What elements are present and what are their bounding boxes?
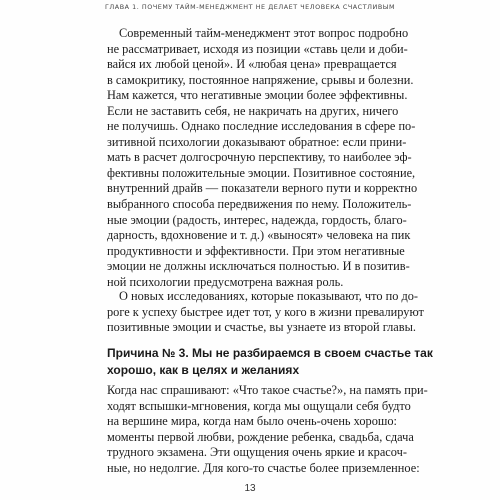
paragraph-line: ной психологии предусмотрена важная роль. [107,274,344,289]
paragraph-line: ные, но недолгие. Для кого-то счастье более приземленное: [107,460,420,475]
heading-line: Причина № 3. Мы не разбираемся в своем счастье так [107,346,433,360]
paragraph-line: ные эмоции (радость, интерес, надежда, гордость, благо- [107,212,407,227]
paragraph-line: моменты первой любви, рождение ребенка, свадьба, сдача [107,429,414,444]
paragraph-line: роге к успеху быстрее идет тот, у кого в жизни превалируют [107,304,424,319]
heading-line: хорошо, как в целях и желаниях [107,362,300,377]
paragraph-line: зитивной психологии доказывают обратное: если прини- [107,134,407,149]
paragraph-3 [107,383,428,476]
paragraph-line: дарность, вдохновение и т. д.) «выносят» человека на пик [107,228,411,243]
paragraph-line: вайся их любой ценой». И «любая цена» превращается [107,57,397,72]
paragraph-line: эмоции не должны исключаться полностью. И в позитив- [107,259,410,274]
paragraph-line: продуктивности и эффективности. При этом негативные [107,243,405,258]
paragraph-line: внутренний драйв — показатели верного пути и корректно [107,181,418,196]
paragraph-line: позитивные эмоции и счастье, вы узнаете из второй главы. [107,320,416,335]
paragraph-line: на вершине мира, когда нам было очень-очень хорошо: [107,414,397,429]
paragraph-line: Нам кажется, что негативные эмоции более эффективны. [107,88,408,103]
running-header: ГЛАВА 1. ПОЧЕМУ ТАЙМ-МЕНЕДЖМЕНТ НЕ ДЕЛАЕТ ЧЕЛОВЕКА СЧАСТЛИВЫМ [104,3,396,11]
paragraph-1 [107,26,418,290]
paragraph-line: трудного экзамена. Эти ощущения очень яркие и красоч- [107,445,407,460]
paragraph-2 [107,289,424,336]
paragraph-line: не получишь. Однако последние исследования в сфере по- [107,119,416,134]
paragraph-line: не рассматривает, исходя из позиции «ставь цели и доби- [107,41,408,56]
paragraph-line: выбранного способа передвижения по нему. Положитель- [107,197,412,212]
paragraph-line: в самокритику, постоянное напряжение, срывы и болезни. [107,72,414,87]
paragraph-line: О новых исследованиях, которые показывают, что по до- [119,289,419,303]
paragraph-line: мать в расчет долгосрочную перспективу, то наиболее эф- [107,150,412,165]
paragraph-line: Современный тайм-менеджмент этот вопрос подробно [119,26,409,40]
paragraph-line: ходят вспышки-мгновения, когда мы ощущали себя будто [107,398,411,413]
paragraph-line: фективны положительные эмоции. Позитивное состояние, [107,165,416,180]
section-heading [107,345,433,378]
paragraph-line: Если не заставить себя, не накричать на других, ничего [107,103,399,118]
page-number: 13 [244,483,256,494]
paragraph-line: Когда нас спрашивают: «Что такое счастье?», на память при- [107,383,428,397]
